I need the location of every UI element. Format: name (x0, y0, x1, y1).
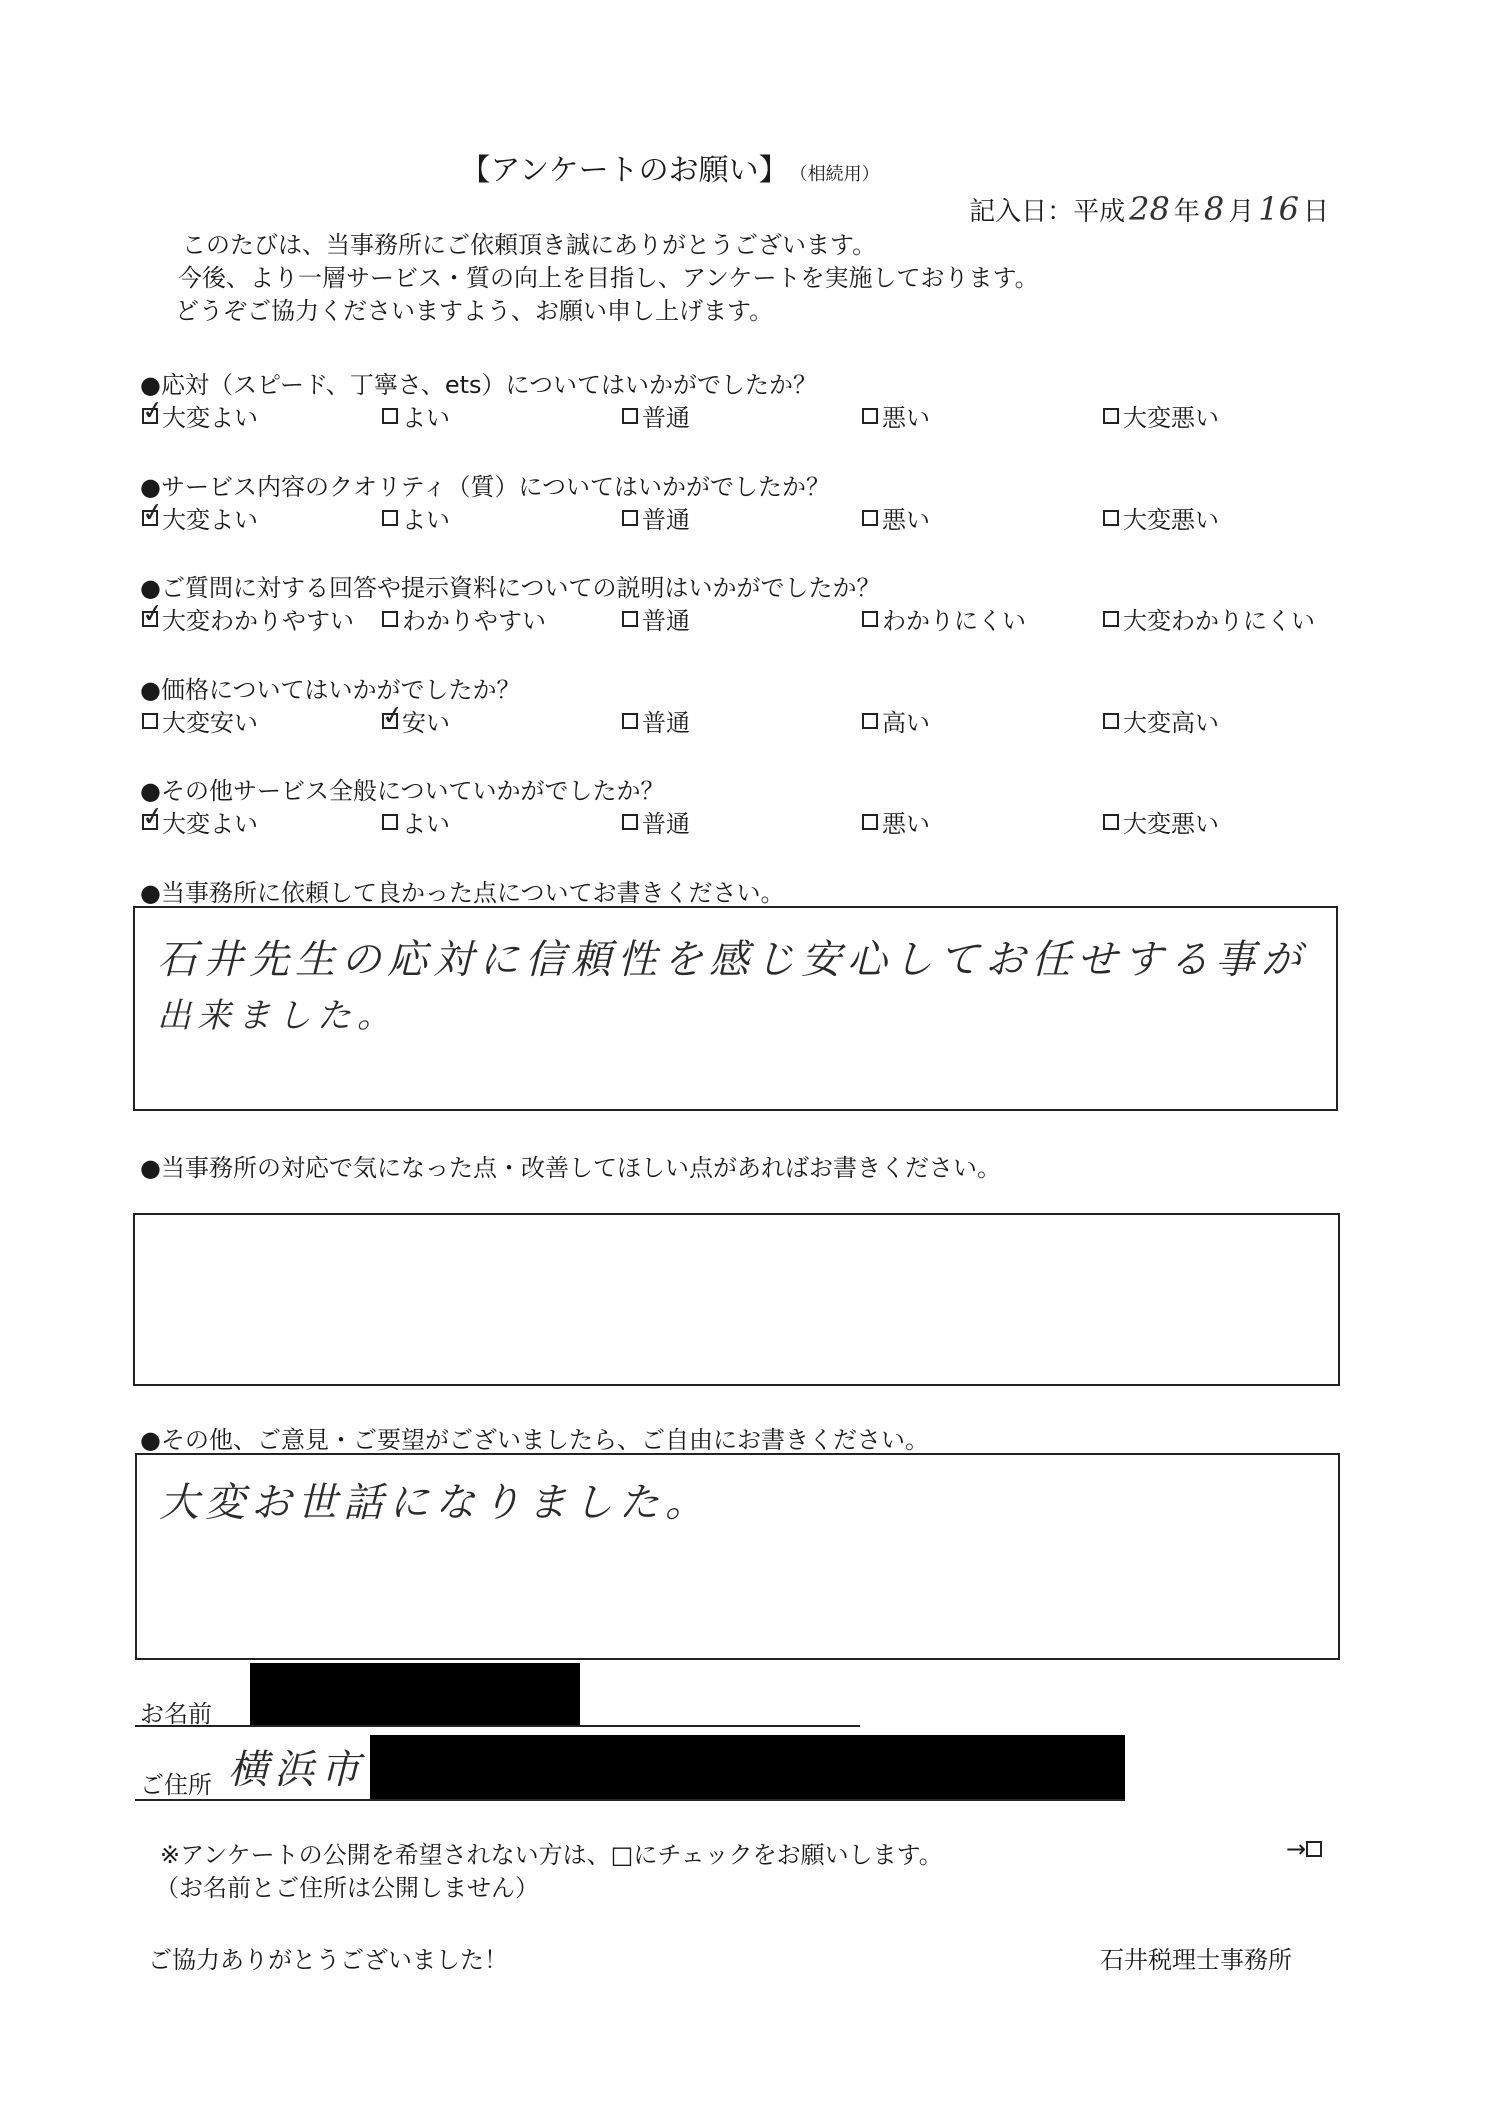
checkbox-icon[interactable] (862, 814, 878, 830)
question-4: ●価格についてはいかがでしたか？ (140, 676, 521, 704)
date-label: 記入日：平成 (969, 197, 1126, 227)
option-label: 悪い (882, 404, 930, 432)
checkbox-icon[interactable] (1103, 408, 1119, 424)
date-day-unit: 日 (1302, 197, 1329, 227)
option-label: よい (402, 506, 450, 534)
checkbox-icon[interactable] (380, 699, 406, 732)
question-3-option-1[interactable] (140, 597, 354, 636)
option-label: 悪い (882, 506, 930, 534)
address-redaction (370, 1735, 1125, 1800)
question-3-option-2[interactable] (382, 601, 546, 636)
question-4-option-1[interactable] (142, 703, 258, 738)
publish-note-sub: （お名前とご住所は公開しません） (155, 1874, 539, 1902)
question-3-option-3[interactable] (622, 601, 690, 636)
option-label: 普通 (642, 709, 690, 737)
check-mark-icon: ✓ (140, 394, 166, 427)
checkbox-icon[interactable] (382, 611, 398, 627)
option-label: よい (402, 810, 450, 838)
checkbox-icon[interactable] (140, 496, 166, 529)
question-1-option-5[interactable] (1103, 398, 1219, 433)
checkbox-icon[interactable] (382, 408, 398, 424)
office-name: 石井税理士事務所 (1100, 1946, 1292, 1974)
intro-line-2: 今後、より一層サービス・質の向上を目指し、アンケートを実施しております。 (178, 264, 1039, 292)
publish-note: ※アンケートの公開を希望されない方は、□にチェックをお願いします。 (160, 1841, 943, 1869)
question-1-option-2[interactable] (382, 398, 450, 433)
checkbox-icon[interactable] (1103, 510, 1119, 526)
option-label: 大変悪い (1123, 404, 1219, 432)
checkbox-icon[interactable] (862, 510, 878, 526)
date-month-unit: 月 (1228, 197, 1255, 227)
answer-good-points-line-2: 出来ました。 (157, 996, 397, 1036)
checkbox-icon[interactable] (1103, 611, 1119, 627)
option-label: 高い (882, 709, 930, 737)
option-label: 大変安い (162, 709, 258, 737)
check-mark-icon: ✓ (140, 496, 166, 529)
free-question-3: ●その他、ご意見・ご要望がございましたら、ご自由にお書きください。 (140, 1426, 929, 1454)
entry-date (969, 190, 1329, 228)
page-title (0, 145, 1340, 189)
checkbox-icon[interactable] (382, 814, 398, 830)
answer-comments-line-1: 大変お世話になりました。 (159, 1480, 711, 1526)
option-label: 大変悪い (1123, 506, 1219, 534)
checkbox-icon[interactable] (622, 611, 638, 627)
address-handwritten: 横浜市 (228, 1747, 366, 1793)
question-1-option-1[interactable] (140, 394, 258, 433)
free-question-1: ●当事務所に依頼して良かった点についてお書きください。 (140, 879, 785, 907)
question-3-option-4[interactable] (862, 601, 1026, 636)
question-2-option-1[interactable] (140, 496, 258, 535)
question-1-option-3[interactable] (622, 398, 690, 433)
checkbox-icon[interactable] (140, 597, 166, 630)
address-label: ご住所 (140, 1771, 212, 1799)
checkbox-icon[interactable] (622, 814, 638, 830)
date-year-unit: 年 (1173, 197, 1200, 227)
option-label: 大変よい (162, 404, 258, 432)
arrow-right-icon: → (1286, 1835, 1307, 1863)
checkbox-icon[interactable] (140, 800, 166, 833)
title-sub: （相続用） (798, 164, 880, 185)
question-5-option-5[interactable] (1103, 804, 1219, 839)
checkbox-icon[interactable] (622, 713, 638, 729)
option-label: 大変高い (1123, 709, 1219, 737)
question-1-option-4[interactable] (862, 398, 930, 433)
intro-line-1: このたびは、当事務所にご依頼頂き誠にありがとうございます。 (182, 231, 877, 259)
option-label: 悪い (882, 810, 930, 838)
checkbox-icon[interactable] (1306, 1841, 1322, 1857)
checkbox-icon[interactable] (862, 713, 878, 729)
option-label: 普通 (642, 810, 690, 838)
answer-box-improvements[interactable] (133, 1213, 1340, 1386)
checkbox-icon[interactable] (862, 611, 878, 627)
name-redaction (250, 1663, 580, 1725)
checkbox-icon[interactable] (862, 408, 878, 424)
option-label: 大変わかりやすい (162, 607, 354, 635)
check-mark-icon: ✓ (140, 597, 166, 630)
checkbox-icon[interactable] (382, 510, 398, 526)
option-label: 普通 (642, 607, 690, 635)
option-label: 安い (402, 709, 450, 737)
option-label: わかりやすい (402, 607, 546, 635)
answer-box-comments[interactable] (135, 1453, 1340, 1660)
option-label: 大変よい (162, 810, 258, 838)
publish-opt-out[interactable] (1286, 1835, 1326, 1863)
checkbox-icon[interactable] (1103, 814, 1119, 830)
answer-box-good-points[interactable] (133, 906, 1338, 1111)
question-1: ●応対（スピード、丁寧さ、ets）についてはいかがでしたか？ (140, 371, 818, 399)
question-2-option-2[interactable] (382, 500, 450, 535)
answer-good-points-line-1: 石井先生の応対に信頼性を感じ安心してお任せする事が (157, 937, 1307, 983)
question-2: ●サービス内容のクオリティ（質）についてはいかがでしたか？ (140, 473, 831, 501)
question-5-option-4[interactable] (862, 804, 930, 839)
option-label: 普通 (642, 404, 690, 432)
check-mark-icon: ✓ (380, 699, 406, 732)
checkbox-icon[interactable] (142, 713, 158, 729)
question-2-option-4[interactable] (862, 500, 930, 535)
option-label: わかりにくい (882, 607, 1026, 635)
thanks-message: ご協力ありがとうございました！ (148, 1946, 508, 1974)
checkbox-icon[interactable] (1103, 713, 1119, 729)
question-2-option-3[interactable] (622, 500, 690, 535)
question-5: ●その他サービス全般についていかがでしたか？ (140, 777, 665, 805)
checkbox-icon[interactable] (140, 394, 166, 427)
date-day[interactable]: 16 (1258, 190, 1299, 228)
title-main: 【アンケートのお願い】 (460, 153, 789, 188)
checkbox-icon[interactable] (622, 510, 638, 526)
address-underline (135, 1799, 1125, 1801)
date-year[interactable]: 28 (1129, 190, 1170, 228)
option-label: 普通 (642, 506, 690, 534)
question-5-option-3[interactable] (622, 804, 690, 839)
date-month[interactable]: 8 (1203, 190, 1225, 228)
name-underline (135, 1725, 860, 1727)
option-label: 大変よい (162, 506, 258, 534)
question-2-option-5[interactable] (1103, 500, 1219, 535)
free-question-2: ●当事務所の対応で気になった点・改善してほしい点があればお書きください。 (140, 1154, 1001, 1182)
question-3: ●ご質問に対する回答や提示資料についての説明はいかがでしたか？ (140, 574, 881, 602)
name-label: お名前 (140, 1700, 212, 1728)
check-mark-icon: ✓ (140, 800, 166, 833)
question-4-option-3[interactable] (622, 703, 690, 738)
question-3-option-5[interactable] (1103, 601, 1315, 636)
question-5-option-1[interactable] (140, 800, 258, 839)
question-4-option-2[interactable] (380, 699, 450, 738)
option-label: よい (402, 404, 450, 432)
intro-line-3: どうぞご協力くださいますよう、お願い申し上げます。 (175, 297, 774, 325)
question-4-option-5[interactable] (1103, 703, 1219, 738)
option-label: 大変わかりにくい (1123, 607, 1315, 635)
question-5-option-2[interactable] (382, 804, 450, 839)
question-4-option-4[interactable] (862, 703, 930, 738)
checkbox-icon[interactable] (622, 408, 638, 424)
option-label: 大変悪い (1123, 810, 1219, 838)
